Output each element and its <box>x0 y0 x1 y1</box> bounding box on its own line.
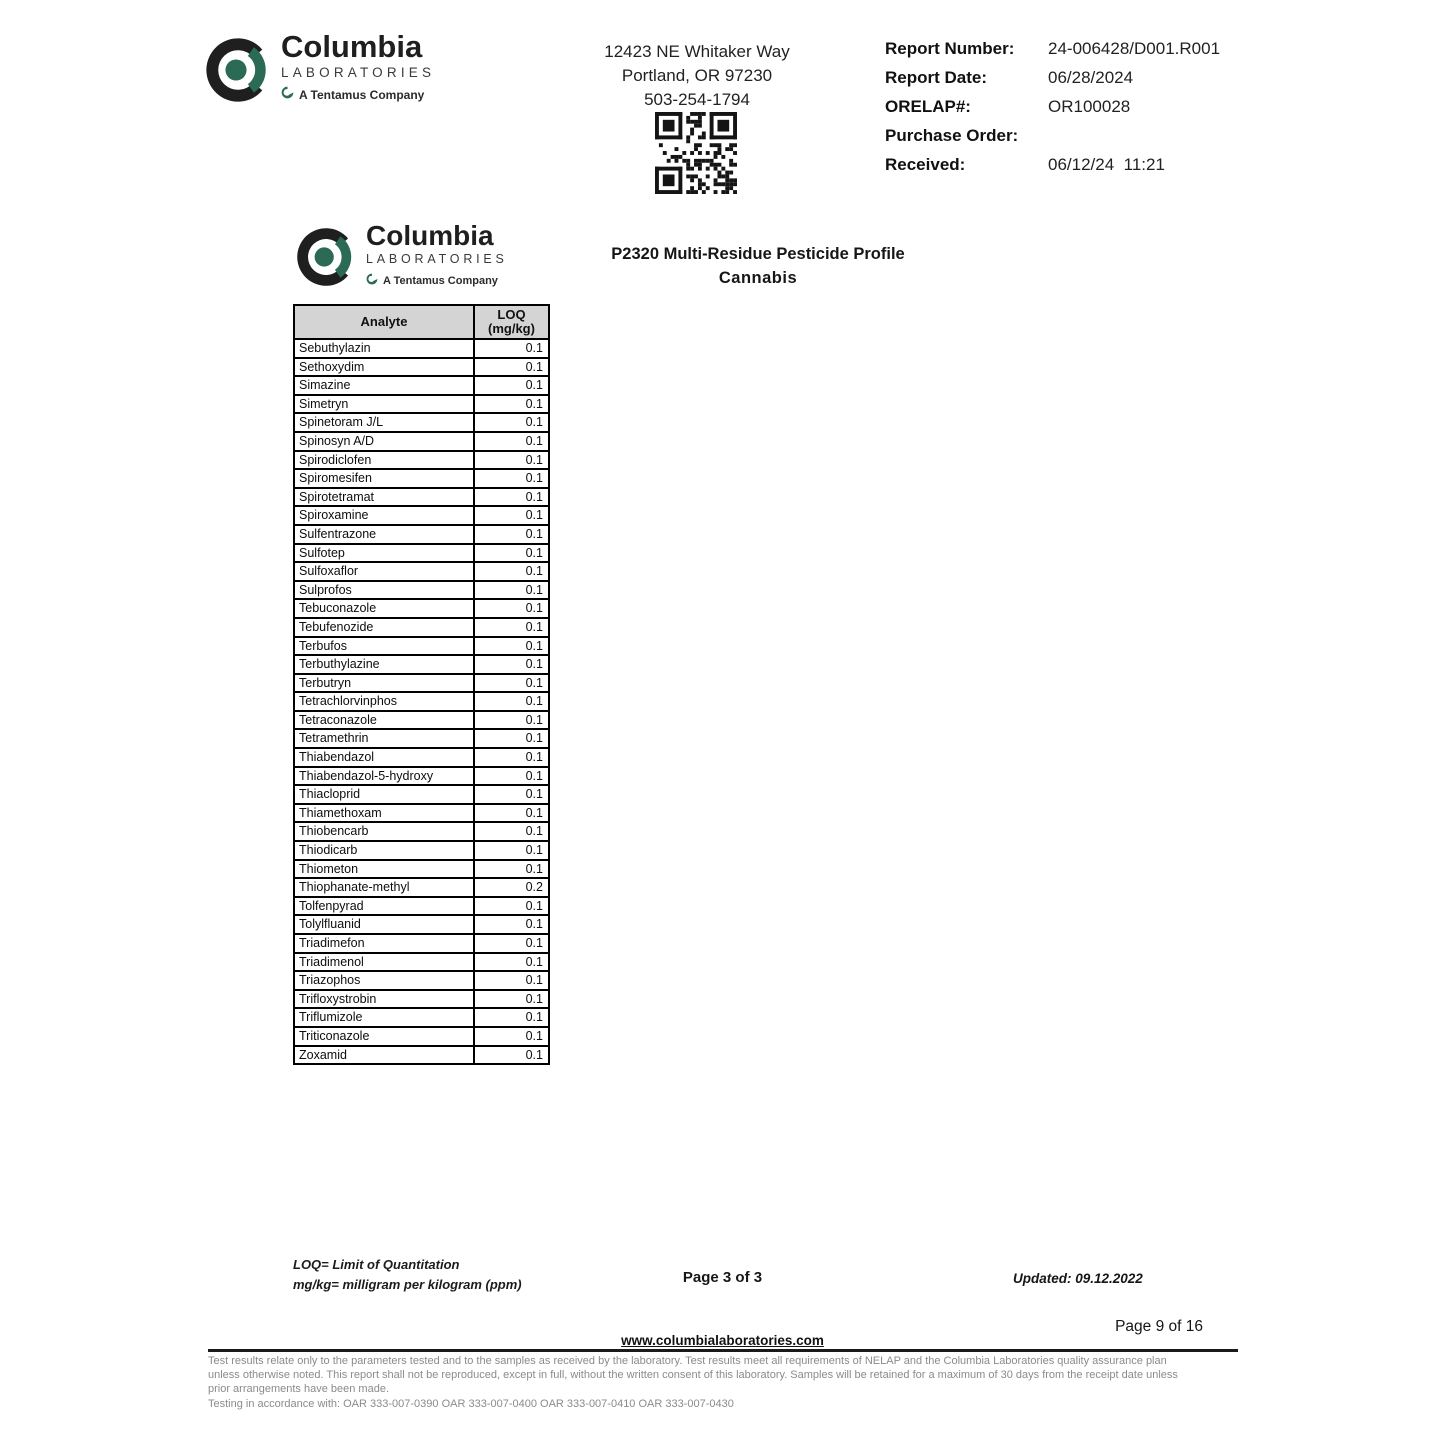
logo-brand-text: Columbia <box>366 220 494 251</box>
table-row <box>294 544 549 563</box>
table-row <box>294 339 549 358</box>
analyte-name: Spirodiclofen <box>294 451 474 470</box>
analyte-name: Tebuconazole <box>294 599 474 618</box>
analyte-name: Thiamethoxam <box>294 804 474 823</box>
tentamus-icon <box>366 272 378 290</box>
analyte-name: Spiromesifen <box>294 469 474 488</box>
analyte-name: Triadimenol <box>294 953 474 972</box>
analyte-name: Tetrachlorvinphos <box>294 692 474 711</box>
profile-page-label: Page 3 of 3 <box>682 1269 763 1286</box>
table-row <box>294 934 549 953</box>
table-row <box>294 637 549 656</box>
analyte-name: Simazine <box>294 376 474 395</box>
analyte-name: Triazophos <box>294 971 474 990</box>
logo-sub-text: LABORATORIES <box>281 65 436 80</box>
logo-brand-text: Columbia <box>281 29 423 64</box>
analyte-name: Thiacloprid <box>294 785 474 804</box>
analyte-name: Spinosyn A/D <box>294 432 474 451</box>
table-row <box>294 804 549 823</box>
loq-value: 0.1 <box>474 339 549 358</box>
columbia-logo-mark-icon <box>296 222 356 292</box>
loq-value: 0.1 <box>474 544 549 563</box>
analyte-name: Sulprofos <box>294 581 474 600</box>
loq-value: 0.1 <box>474 599 549 618</box>
loq-value: 0.1 <box>474 692 549 711</box>
table-row <box>294 581 549 600</box>
analyte-name: Terbufos <box>294 637 474 656</box>
report-info-row <box>885 155 1220 184</box>
analyte-name: Thiophanate-methyl <box>294 878 474 897</box>
loq-value: 0.1 <box>474 990 549 1009</box>
table-row <box>294 711 549 730</box>
analyte-name: Triadimefon <box>294 934 474 953</box>
table-row <box>294 860 549 879</box>
table-row <box>294 990 549 1009</box>
loq-value: 0.1 <box>474 841 549 860</box>
loq-definition: LOQ= Limit of Quantitation <box>293 1257 460 1272</box>
analyte-name: Trifloxystrobin <box>294 990 474 1009</box>
loq-value: 0.1 <box>474 618 549 637</box>
loq-value: 0.1 <box>474 581 549 600</box>
testing-standards-line: Testing in accordance with: OAR 333-007-0390 OAR 333-007-0400 OAR 333-007-0410 OAR 333-007-0430 <box>208 1398 734 1410</box>
disclaimer-line: prior arrangements have been made. <box>208 1383 389 1395</box>
columbia-logo-mark-icon <box>205 32 271 108</box>
loq-value: 0.1 <box>474 506 549 525</box>
analyte-name: Sethoxydim <box>294 358 474 377</box>
report-field-label: ORELAP#: <box>885 97 971 116</box>
analyte-name: Terbutryn <box>294 674 474 693</box>
analyte-name: Zoxamid <box>294 1046 474 1065</box>
loq-value: 0.2 <box>474 878 549 897</box>
loq-value: 0.1 <box>474 1027 549 1046</box>
analyte-name: Sebuthylazin <box>294 339 474 358</box>
table-row <box>294 748 549 767</box>
analyte-name: Spirotetramat <box>294 488 474 507</box>
loq-value: 0.1 <box>474 395 549 414</box>
report-info-row <box>885 126 1220 155</box>
analyte-name: Sulfotep <box>294 544 474 563</box>
report-info-block <box>885 39 1220 184</box>
disclaimer-text <box>208 1354 1248 1396</box>
loq-value: 0.1 <box>474 358 549 377</box>
loq-value: 0.1 <box>474 729 549 748</box>
loq-value: 0.1 <box>474 897 549 916</box>
analyte-name: Spinetoram J/L <box>294 413 474 432</box>
analyte-name: Terbuthylazine <box>294 655 474 674</box>
table-row <box>294 655 549 674</box>
loq-value: 0.1 <box>474 451 549 470</box>
logo-tagline-text: A Tentamus Company <box>299 88 425 102</box>
table-row <box>294 897 549 916</box>
table-row <box>294 506 549 525</box>
address-line: 12423 NE Whitaker Way <box>604 42 790 61</box>
analyte-name: Sulfentrazone <box>294 525 474 544</box>
table-header-row <box>294 305 549 339</box>
report-field-label: Report Number: <box>885 39 1015 58</box>
table-row <box>294 525 549 544</box>
loq-value: 0.1 <box>474 562 549 581</box>
loq-value: 0.1 <box>474 767 549 786</box>
table-row <box>294 971 549 990</box>
loq-value: 0.1 <box>474 748 549 767</box>
disclaimer-line: unless otherwise noted. This report shall not be reproduced, except in full, without the written consent of this laboratory. Samples will be retained for a maximum of 30 days from the receipt date unless <box>208 1369 1178 1381</box>
table-row <box>294 395 549 414</box>
table-row <box>294 599 549 618</box>
table-row <box>294 562 549 581</box>
loq-value: 0.1 <box>474 822 549 841</box>
analyte-name: Thiometon <box>294 860 474 879</box>
loq-value: 0.1 <box>474 953 549 972</box>
analyte-column-header: Analyte <box>294 305 474 339</box>
address-line: Portland, OR 97230 <box>621 66 773 85</box>
qr-code-icon <box>655 112 737 199</box>
tentamus-icon <box>281 86 294 104</box>
analyte-name: Thiodicarb <box>294 841 474 860</box>
table-row <box>294 841 549 860</box>
analyte-name: Tolfenpyrad <box>294 897 474 916</box>
loq-value: 0.1 <box>474 655 549 674</box>
loq-value: 0.1 <box>474 674 549 693</box>
report-field-value: 06/28/2024 <box>1048 68 1134 87</box>
analyte-name: Tetramethrin <box>294 729 474 748</box>
loq-value: 0.1 <box>474 785 549 804</box>
table-row <box>294 729 549 748</box>
table-row <box>294 674 549 693</box>
columbia-logo-header <box>205 29 436 108</box>
table-row <box>294 767 549 786</box>
profile-title: P2320 Multi-Residue Pesticide Profile <box>611 245 905 263</box>
analyte-name: Thiobencarb <box>294 822 474 841</box>
loq-column-header: LOQ (mg/kg) <box>474 305 549 339</box>
loq-value: 0.1 <box>474 376 549 395</box>
analyte-name: Tolylfluanid <box>294 915 474 934</box>
report-info-row <box>885 39 1220 68</box>
report-field-value: OR100028 <box>1048 97 1131 116</box>
matrix-title: Cannabis <box>718 269 798 287</box>
analyte-name: Triticonazole <box>294 1027 474 1046</box>
report-field-value: 06/12/24 11:21 <box>1048 155 1165 174</box>
analyte-name: Tetraconazole <box>294 711 474 730</box>
report-info-row <box>885 68 1220 97</box>
table-row <box>294 1027 549 1046</box>
analyte-name: Thiabendazol <box>294 748 474 767</box>
section-title <box>548 245 968 288</box>
columbia-logo-section <box>296 222 508 292</box>
loq-value: 0.1 <box>474 637 549 656</box>
disclaimer-line: Test results relate only to the parameters tested and to the samples as received by the laboratory. Test results meet all requirements of NELAP and the Columbia Laboratories quality assurance plan <box>208 1355 1167 1367</box>
table-row <box>294 692 549 711</box>
updated-date: Updated: 09.12.2022 <box>1013 1271 1143 1286</box>
loq-value: 0.1 <box>474 432 549 451</box>
table-row <box>294 469 549 488</box>
logo-sub-text: LABORATORIES <box>366 252 508 266</box>
logo-tagline-text: A Tentamus Company <box>383 275 498 287</box>
table-row <box>294 915 549 934</box>
loq-value: 0.1 <box>474 1008 549 1027</box>
report-field-label: Received: <box>885 155 966 174</box>
table-row <box>294 451 549 470</box>
loq-value: 0.1 <box>474 711 549 730</box>
loq-value: 0.1 <box>474 1046 549 1065</box>
table-row <box>294 822 549 841</box>
table-row <box>294 358 549 377</box>
report-info-row <box>885 97 1220 126</box>
address-line: 503-254-1794 <box>644 90 750 109</box>
table-row <box>294 785 549 804</box>
loq-value: 0.1 <box>474 804 549 823</box>
table-row <box>294 1008 549 1027</box>
loq-value: 0.1 <box>474 860 549 879</box>
loq-value: 0.1 <box>474 525 549 544</box>
analyte-name: Sulfoxaflor <box>294 562 474 581</box>
analyte-name: Thiabendazol-5-hydroxy <box>294 767 474 786</box>
table-row <box>294 488 549 507</box>
table-row <box>294 618 549 637</box>
table-row <box>294 1046 549 1065</box>
analyte-name: Spiroxamine <box>294 506 474 525</box>
loq-value: 0.1 <box>474 469 549 488</box>
loq-value: 0.1 <box>474 413 549 432</box>
table-row <box>294 953 549 972</box>
analyte-name: Simetryn <box>294 395 474 414</box>
analyte-table-body <box>294 339 549 1064</box>
lab-address <box>582 40 812 112</box>
report-field-label: Report Date: <box>885 68 988 87</box>
analyte-name: Tebufenozide <box>294 618 474 637</box>
report-field-label: Purchase Order: <box>885 126 1019 145</box>
table-row <box>294 432 549 451</box>
loq-value: 0.1 <box>474 971 549 990</box>
loq-value: 0.1 <box>474 488 549 507</box>
analyte-name: Triflumizole <box>294 1008 474 1027</box>
report-page-number: Page 9 of 16 <box>1115 1318 1203 1335</box>
report-field-value: 24-006428/D001.R001 <box>1048 39 1221 58</box>
mgkg-definition: mg/kg= milligram per kilogram (ppm) <box>293 1277 522 1292</box>
table-row <box>294 413 549 432</box>
loq-value: 0.1 <box>474 934 549 953</box>
loq-value: 0.1 <box>474 915 549 934</box>
footer-divider <box>208 1349 1238 1352</box>
analyte-loq-table <box>293 304 550 1065</box>
table-row <box>294 376 549 395</box>
table-row <box>294 878 549 897</box>
website-link: www.columbialaboratories.com <box>621 1333 824 1348</box>
